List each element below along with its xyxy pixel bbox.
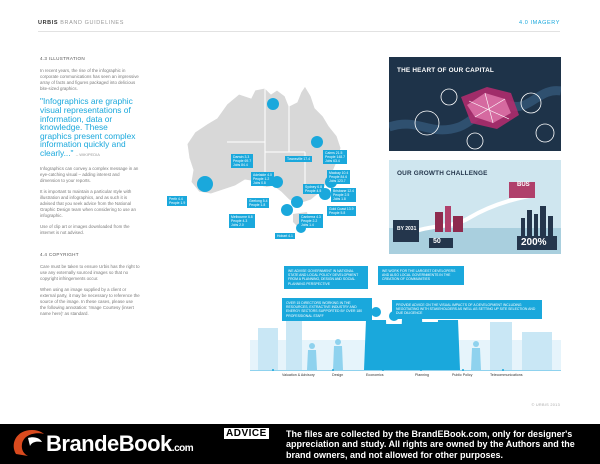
map-label: Adelaide 4.0 People 1.2 Jobs 0.8 — [253, 173, 272, 185]
watermark-banner — [0, 424, 600, 464]
growth-panel — [389, 160, 561, 254]
callout-resources: OVER 15 DIRECTORS WORKING IN THE RESOURCES, EXTRACTIVE INDUSTRY AND ENERGY SECTORS SUPPORTED BY OVER 180 PROFESSIONAL STAFF — [282, 298, 372, 321]
watermark-notice — [286, 429, 598, 460]
notice-part-1: The files are collected by the — [286, 429, 412, 439]
map-label: Canberra 4.3 People 2.2 Jobs 1.4 — [301, 215, 321, 227]
quote-source: – WIKIPEDIA — [75, 152, 100, 158]
growth-title: OUR GROWTH CHALLENGE — [397, 170, 488, 177]
category-public-policy: Public Policy — [452, 373, 473, 377]
stat-2031: BY 2031 — [397, 226, 417, 232]
brandebook-logo-icon — [6, 424, 50, 464]
copyright-para-1: Care must be taken to ensure Urbis has the right to use any externally sourced images so that no copyright infringements occur. — [40, 263, 140, 281]
city-marker — [267, 98, 279, 110]
stat-200-percent: 200% — [521, 237, 547, 248]
map-label: Sydney 6.8 People 4.5 — [305, 185, 322, 193]
city-marker — [291, 196, 303, 208]
stat-50: 50 — [433, 238, 441, 245]
category-tick — [420, 369, 422, 371]
illustration-heading: 4.3 ILLUSTRATION — [40, 56, 86, 61]
category-tick — [332, 369, 334, 371]
brand-name: URBIS — [38, 20, 59, 26]
map-label: Darwin 3.3 People 69.7 Jobs 84.4 — [233, 155, 252, 167]
map-label: Brisbane 12.4 People 2.5 Jobs 1.8 — [333, 189, 354, 201]
page-copyright: © URBIS 2013 — [531, 403, 560, 407]
map-label: Mackay 10.4 People 84.6 Jobs 123.7 — [329, 171, 349, 183]
map-label: Gold Coast 13.9 People 5.8 — [329, 207, 354, 215]
map-label: Townsville 17.4 — [287, 157, 310, 161]
bus-label: BUS — [517, 182, 530, 188]
copyright-para-2: When using an image supplied by a client or external party, it may be necessary to reference the source of the image. In these cases, please use the following annotation: 'Image Courtesy (insert name here)' as standard. — [40, 286, 140, 317]
brand-subtitle: BRAND GUIDELINES — [60, 20, 124, 26]
australia-map — [165, 82, 375, 252]
brandebook-logo — [46, 431, 193, 457]
category-planning: Planning — [415, 373, 429, 377]
city-marker — [197, 176, 213, 192]
page-header — [38, 20, 560, 32]
capital-title: THE HEART OF OUR CAPITAL — [397, 67, 494, 74]
category-design: Design — [332, 373, 344, 377]
illustration-para-1: In recent years, the rise of the infographic in corporate communications has seen an impressive array of facts and figures packaged into delicious bite-sized graphics. — [40, 68, 139, 92]
illustration-para-3: It is important to maintain a particular style with illustration and infographics, and as such it is advised that you seek advice from the National Graphic Design team when considering to use an infographic. — [40, 188, 136, 219]
callout-developers: WE WORK FOR THE LARGEST DEVELOPERS AND ALSO LOCAL GOVERNMENTS IN THE CREATION OF COMMUNITIES — [378, 266, 464, 285]
city-marker — [281, 204, 293, 216]
copyright-heading: 4.4 COPYRIGHT — [40, 251, 79, 257]
services-infographic — [250, 262, 561, 386]
illustration-para-2: Infographics can convey a complex message in an eye-catching visual – adding interest and dimension to your reports. — [40, 165, 139, 183]
capital-illustration — [389, 57, 561, 151]
map-label: Perth 4.4 People 1.9 — [169, 197, 186, 205]
capital-panel — [389, 57, 561, 151]
logo-text: BrandeBook — [46, 431, 172, 456]
map-label: Geelong 5.4 People 1.8 — [249, 199, 268, 207]
category-tick — [272, 369, 274, 371]
callout-visual-impacts: PROVIDE ADVICE ON THE VISUAL IMPACTS OF A DEVELOPMENT INCLUDING NEGOTIATING WITH STAKEHOLDERS AS WELL AS SETTING UP SITE SELECTION AND DUE DILIGENCE — [392, 300, 542, 319]
category-tick — [502, 369, 504, 371]
notice-part-2: , only for designer's appreciation and study. All rights are owned by the Authors and the brand owners, and not allowed for other purposes. — [286, 429, 575, 460]
australia-map-infographic — [165, 82, 375, 252]
illustration-para-4: Use of clip art or images downloaded from the internet is not advised. — [40, 224, 130, 236]
header-brand — [38, 20, 124, 26]
advice-badge: ADVICE — [226, 428, 267, 439]
notice-site: BrandEBook.com — [411, 429, 488, 439]
pull-quote — [40, 97, 140, 159]
category-tick — [462, 369, 464, 371]
map-label: Cairns 21.5 People 148.7 Jobs 63.4 — [325, 151, 345, 163]
quote-text: "Infographics are graphic visual representations of information, data or knowledge. These graphics present complex information quickly and clearly..." — [40, 96, 136, 159]
category-economics: Economics — [366, 373, 384, 377]
map-label: Melbourne 6.8 People 4.3 Jobs 2.0 — [231, 215, 253, 227]
section-title: 4.0 IMAGERY — [518, 20, 560, 26]
map-label: Hobart 4.1 — [277, 234, 293, 238]
callout-policy: WE ADVISE GOVERNMENT IN NATIONAL STATE AND LOCAL POLICY DEVELOPMENT FROM A PLANNING, DESIGN AND SOCIAL PLANNING PERSPECTIVE — [284, 266, 368, 289]
category-tick — [382, 369, 384, 371]
city-marker — [311, 136, 323, 148]
logo-suffix: .com — [171, 443, 194, 454]
category-valuation: Valuation & Advisory — [282, 373, 315, 377]
category-telecommunications: Telecommunications — [490, 373, 523, 377]
text-column — [40, 56, 140, 322]
